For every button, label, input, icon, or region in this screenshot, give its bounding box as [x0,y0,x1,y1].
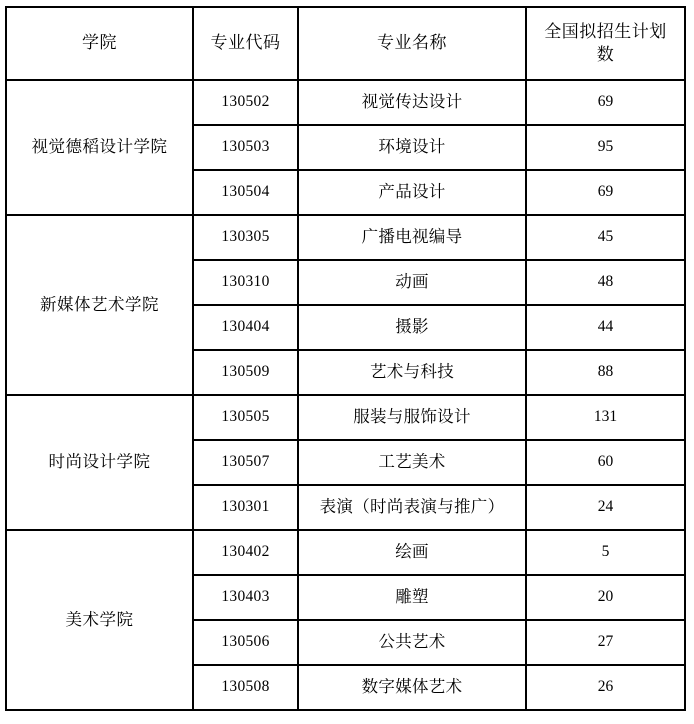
major-name-cell: 视觉传达设计 [298,80,526,125]
quota-cell: 88 [526,350,685,395]
quota-cell: 69 [526,170,685,215]
quota-cell: 95 [526,125,685,170]
column-header-major-code: 专业代码 [193,7,298,80]
table-row [6,395,685,440]
major-code-cell: 130507 [193,440,298,485]
quota-cell: 44 [526,305,685,350]
major-name-cell: 广播电视编导 [298,215,526,260]
table-header [6,7,685,80]
major-name-cell: 绘画 [298,530,526,575]
major-name-cell: 表演（时尚表演与推广） [298,485,526,530]
major-name-cell: 工艺美术 [298,440,526,485]
major-code-cell: 130404 [193,305,298,350]
column-header-college: 学院 [6,7,193,80]
major-code-cell: 130503 [193,125,298,170]
table-row [6,80,685,125]
major-name-cell: 服装与服饰设计 [298,395,526,440]
major-name-cell: 摄影 [298,305,526,350]
major-name-cell: 产品设计 [298,170,526,215]
major-code-cell: 130310 [193,260,298,305]
column-header-national-quota: 全国拟招生计划数 [526,7,685,80]
quota-cell: 131 [526,395,685,440]
major-name-cell: 公共艺术 [298,620,526,665]
table-row [6,530,685,575]
major-name-cell: 动画 [298,260,526,305]
column-header-major-name: 专业名称 [298,7,526,80]
quota-cell: 24 [526,485,685,530]
major-code-cell: 130506 [193,620,298,665]
table-body [6,80,685,710]
college-cell: 时尚设计学院 [6,395,193,530]
major-code-cell: 130402 [193,530,298,575]
major-code-cell: 130504 [193,170,298,215]
quota-cell: 60 [526,440,685,485]
quota-cell: 26 [526,665,685,710]
major-code-cell: 130403 [193,575,298,620]
quota-cell: 45 [526,215,685,260]
table-header-row [6,7,685,80]
quota-cell: 27 [526,620,685,665]
enrollment-plan-table [5,6,686,711]
quota-cell: 5 [526,530,685,575]
major-name-cell: 雕塑 [298,575,526,620]
quota-cell: 20 [526,575,685,620]
college-cell: 新媒体艺术学院 [6,215,193,395]
college-cell: 美术学院 [6,530,193,710]
quota-cell: 48 [526,260,685,305]
quota-cell: 69 [526,80,685,125]
major-code-cell: 130502 [193,80,298,125]
college-cell: 视觉德稻设计学院 [6,80,193,215]
major-code-cell: 130509 [193,350,298,395]
major-name-cell: 环境设计 [298,125,526,170]
major-code-cell: 130301 [193,485,298,530]
major-code-cell: 130505 [193,395,298,440]
major-name-cell: 数字媒体艺术 [298,665,526,710]
major-code-cell: 130305 [193,215,298,260]
major-name-cell: 艺术与科技 [298,350,526,395]
table-row [6,215,685,260]
major-code-cell: 130508 [193,665,298,710]
